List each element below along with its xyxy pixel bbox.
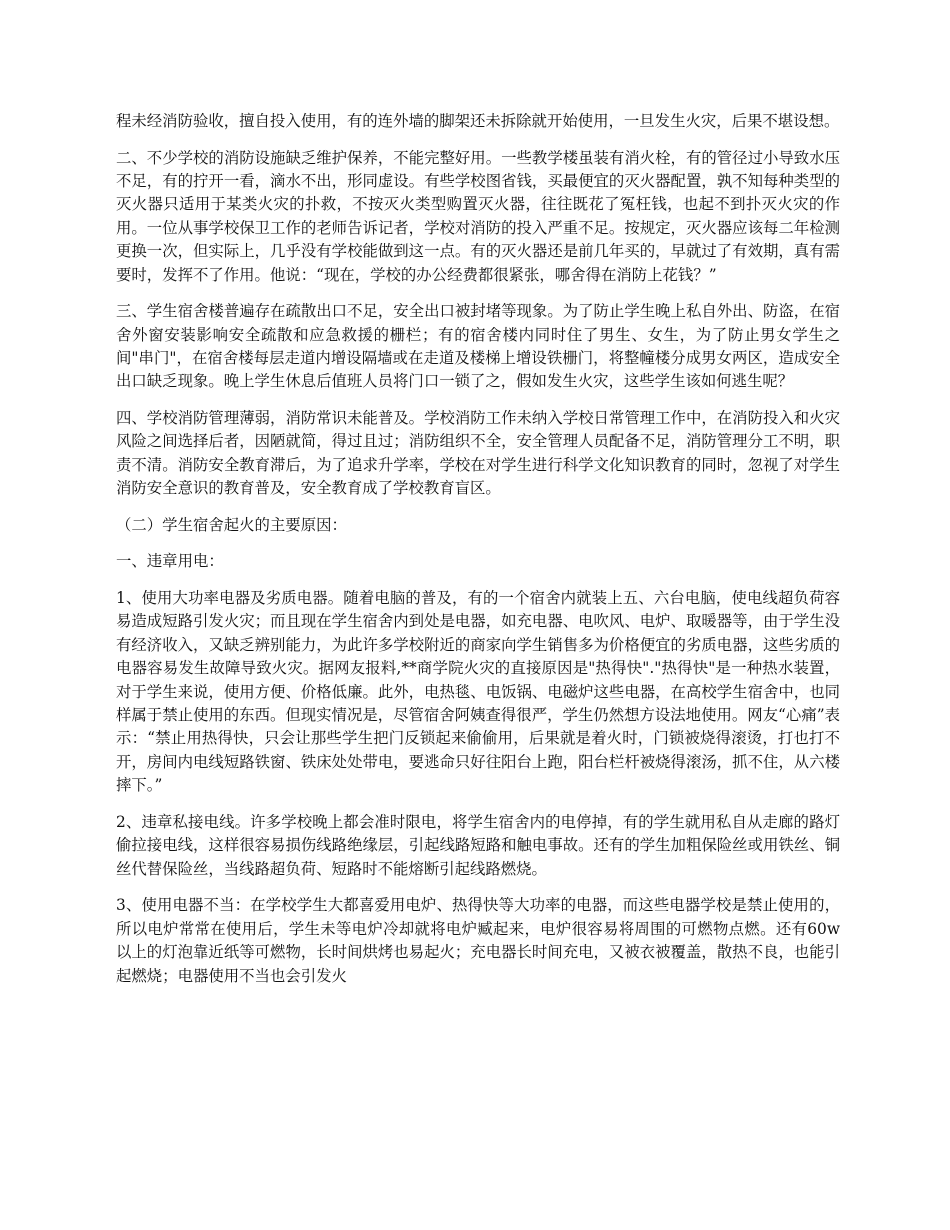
paragraph-fire-acceptance-continued: 程未经消防验收，擅自投入使用，有的连外墙的脚架还未拆除就开始使用，一旦发生火灾，后果不堪设想。 (116, 112, 840, 130)
paragraph-improper-use: 3、使用电器不当：在学校学生大都喜爱用电炉、热得快等大功率的电器，而这些电器学校是禁止使用的，所以电炉常常在使用后，学生未等电炉冷却就将电炉臧起来，电炉很容易将周围的可燃物点燃。还有60w以上的灯泡靠近纸等可燃物，长时间烘烤也易起火；充电器长时间充电，又被衣被覆盖，散热不良，也能引起燃烧；电器使用不当也会引发火 (116, 896, 840, 985)
paragraph-illegal-wiring: 2、违章私接电线。许多学校晚上都会准时限电，将学生宿舍内的电停掉，有的学生就用私自从走廊的路灯偷拉接电线，这样很容易损伤线路绝缘层，引起线路短路和触电事故。还有的学生加粗保险丝或用铁丝、铜丝代替保险丝，当线路超负荷、短路时不能熔断引起线路燃烧。 (116, 812, 840, 878)
document-page (116, 110, 840, 1001)
paragraph-fire-management: 四、学校消防管理薄弱，消防常识未能普及。学校消防工作未纳入学校日常管理工作中，在消防投入和火灾风险之间选择后者，因陋就简，得过且过；消防组织不全，安全管理人员配备不足，消防管理分工不明，职责不清。消防安全教育滞后，为了追求升学率，学校在对学生进行科学文化知识教育的同时，忽视了对学生消防安全意识的教育普及，安全教育成了学校教育盲区。 (116, 409, 840, 498)
paragraph-dormitory-exits: 三、学生宿舍楼普遍存在疏散出口不足，安全出口被封堵等现象。为了防止学生晚上私自外出、防盗，在宿舍外窗安装影响安全疏散和应急救援的栅栏；有的宿舍楼内同时住了男生、女生，为了防止男女学生之间"串门"，在宿舍楼每层走道内增设隔墙或在走道及楼梯上增设铁栅门，将整幢楼分成男女两区，造成安全出口缺乏现象。晚上学生休息后值班人员将门口一锁了之，假如发生火灾，这些学生该如何逃生呢？ (116, 302, 840, 391)
paragraph-facility-maintenance: 二、不少学校的消防设施缺乏维护保养，不能完整好用。一些教学楼虽装有消火栓，有的管径过小导致水压不足，有的拧开一看，滴水不出，形同虚设。有些学校图省钱，买最便宜的灭火器配置，孰不知每种类型的灭火器只适用于某类火灾的扑救，不按灭火类型购置灭火器，往往既花了冤枉钱，也起不到扑灭火灾的作用。一位从事学校保卫工作的老师告诉记者，学校对消防的投入严重不足。按规定，灭火器应该每二年检测更换一次，但实际上，几乎没有学校能做到这一点。有的灭火器还是前几年买的，早就过了有效期，真有需要时，发挥不了作用。他说：“现在，学校的办公经费都很紧张，哪舍得在消防上花钱？” (116, 148, 840, 284)
section-heading-fire-causes: （二）学生宿舍起火的主要原因： (116, 515, 347, 534)
paragraph-high-power-appliances: 1、使用大功率电器及劣质电器。随着电脑的普及，有的一个宿舍内就装上五、六台电脑，使电线超负荷容易造成短路引发火灾；而且现在学生宿舍内到处是电器，如充电器、电吹风、电炉、取暖器等，由于学生没有经济收入，又缺乏辨别能力，为此许多学校附近的商家向学生销售多为价格便宜的劣质电器，这些劣质的电器容易发生故障导致火灾。据网友报料,**商学院火灾的直接原因是"热得快"."热得快"是一种热水装置，对于学生来说，使用方便、价格低廉。此外，电热毯、电饭锅、电磁炉这些电器，在高校学生宿舍中，也同样属于禁止使用的东西。但现实情况是，尽管宿舍阿姨查得很严，学生仍然想方设法地使用。网友“心痛”表示：“禁止用热得快，只会让那些学生把门反锁起来偷偷用，后果就是着火时，门锁被烧得滚烫，打也打不开，房间内电线短路铁窗、铁床处处带电，要逃命只好往阳台上跑，阳台栏杆被烧得滚汤，抓不住，从六楼摔下。” (116, 589, 840, 795)
subheading-illegal-electricity: 一、违章用电： (116, 552, 224, 571)
